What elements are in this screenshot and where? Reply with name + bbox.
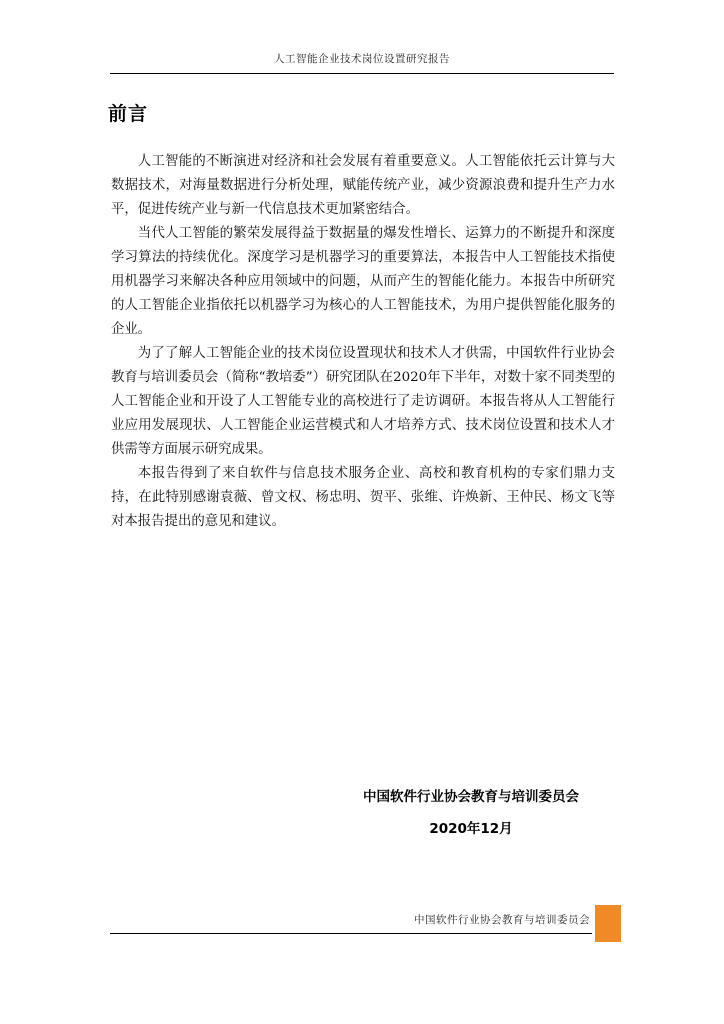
footer-accent-block <box>595 905 621 942</box>
header-rule <box>110 73 614 74</box>
signature-date: 2020年12月 <box>429 821 513 837</box>
section-title: 前言 <box>108 103 149 125</box>
footer-rule <box>110 933 592 934</box>
footer-text: 中国软件行业协会教育与培训委员会 <box>414 914 590 926</box>
paragraph: 为了了解人工智能企业的技术岗位设置现状和技术人才供需，中国软件行业协会教育与培训委员会（简称“教培委”）研究团队在2020年下半年，对数十家不同类型的人工智能企业和开设了人工智能专业的高校进行了走访调研。本报告将从人工智能行业应用发展现状、人工智能企业运营模式和人才培养方式、技术岗位设置和技术人才供需等方面展示研究成果。 <box>111 346 615 457</box>
signature-organization: 中国软件行业协会教育与培训委员会 <box>363 789 579 805</box>
running-header: 人工智能企业技术岗位设置研究报告 <box>274 53 450 65</box>
paragraph: 当代人工智能的繁荣发展得益于数据量的爆发性增长、运算力的不断提升和深度学习算法的持续优化。深度学习是机器学习的重要算法，本报告中人工智能技术指使用机器学习来解决各种应用领域中的问题，从而产生的智能化能力。本报告中所研究的人工智能企业指依托以机器学习为核心的人工智能技术，为用户提供智能化服务的企业。 <box>111 226 615 337</box>
paragraph: 人工智能的不断演进对经济和社会发展有着重要意义。人工智能依托云计算与大数据技术，对海量数据进行分析处理，赋能传统产业，减少资源浪费和提升生产力水平，促进传统产业与新一代信息技术更加紧密结合。 <box>111 154 615 217</box>
paragraph: 本报告得到了来自软件与信息技术服务企业、高校和教育机构的专家们鼎力支持，在此特别感谢袁薇、曾文权、杨忠明、贺平、张维、许焕新、王仲民、杨文飞等对本报告提出的意见和建议。 <box>111 466 615 529</box>
body-text <box>111 150 615 534</box>
signature-block <box>332 785 610 837</box>
